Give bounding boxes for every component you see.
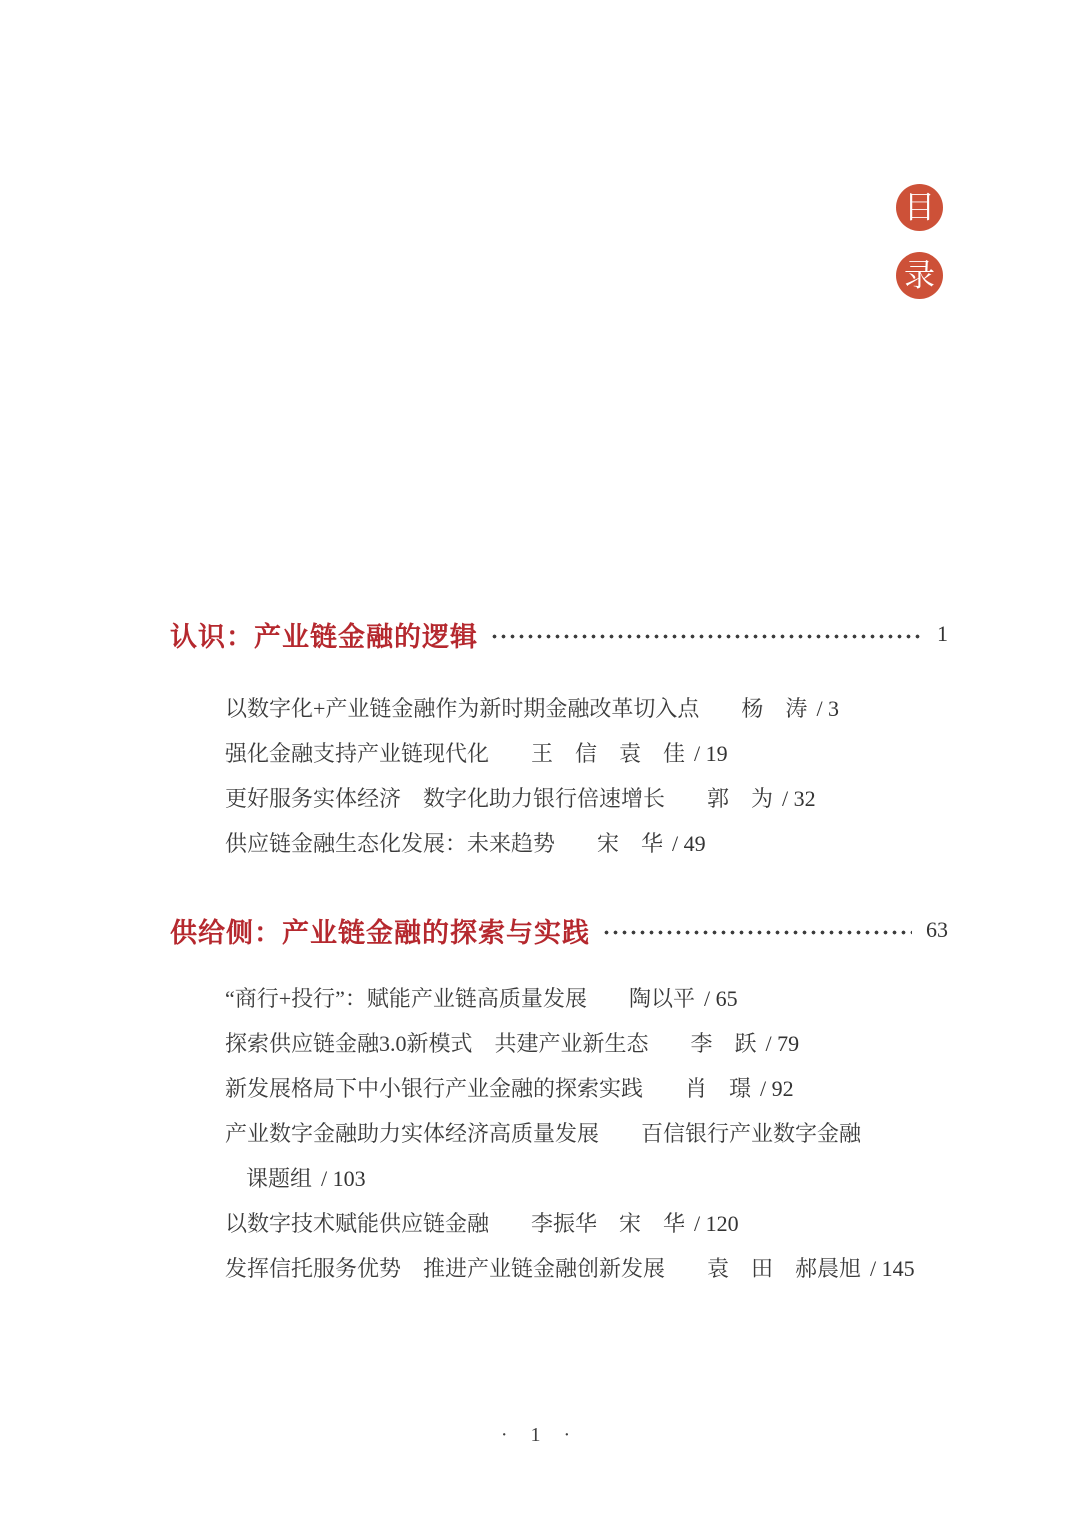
dot-leader [602,908,912,952]
entry-title: 产业数字金融助力实体经济高质量发展 [225,1121,600,1146]
entry-page-number: / 120 [694,1211,739,1236]
entry-title: 新发展格局下中小银行产业金融的探索实践 [225,1076,644,1101]
toc-entry [225,1201,948,1246]
toc-entry [225,1111,948,1156]
entry-page-number: / 65 [703,986,738,1011]
entry-page-number: / 103 [321,1166,366,1191]
toc-badge [896,184,943,299]
toc-entry-continuation [225,1156,948,1201]
entry-page-number: / 19 [694,741,728,766]
section-1-title: 认识：产业链金融的逻辑 [170,621,478,652]
entry-authors: 郭 为 [707,786,774,811]
entry-authors: 陶以平 [628,986,695,1011]
toc-entry [225,821,948,866]
badge-circle-lu [896,252,943,299]
entry-authors: 宋 华 [597,831,664,856]
badge-char-lu: 录 [904,258,935,293]
folio-page-number: · 1 · [500,1424,580,1446]
entry-authors: 李 跃 [690,1031,757,1056]
entry-page-number: / 49 [672,831,706,856]
dot-leader [490,612,923,656]
entry-title: 探索供应链金融3.0新模式 共建产业新生态 [225,1031,649,1056]
entry-title: 更好服务实体经济 数字化助力银行倍速增长 [225,786,666,811]
section-1-heading [170,612,948,656]
toc-content [170,612,948,1291]
entry-authors: 杨 涛 [741,696,808,721]
section-2-title: 供给侧：产业链金融的探索与实践 [170,917,590,948]
toc-entry [225,686,948,731]
entry-authors: 王 信 袁 佳 [531,741,686,766]
entry-title: 供应链金融生态化发展：未来趋势 [225,831,556,856]
entry-authors: 袁 田 郝晨旭 [707,1256,862,1281]
entry-title: “商行+投行”：赋能产业链高质量发展 [225,986,587,1011]
section-1-page-number: 1 [937,621,948,646]
toc-entry [225,976,948,1021]
entry-page-number: / 79 [765,1031,800,1056]
badge-char-mu: 目 [904,190,935,225]
section-2-entry-list [170,976,948,1291]
toc-entry [225,1021,948,1066]
badge-circle-mu [896,184,943,231]
section-2-page-number: 63 [926,917,948,942]
section-1-entry-list [170,686,948,866]
entry-authors: 肖 璟 [685,1076,752,1101]
entry-authors: 百信银行产业数字金融 [641,1121,862,1146]
section-2-heading [170,908,948,952]
entry-page-number: / 92 [760,1076,794,1101]
entry-authors: 李振华 宋 华 [531,1211,686,1236]
entry-authors-continued: 课题组 [246,1166,313,1191]
entry-page-number: / 145 [870,1256,915,1281]
entry-title: 以数字技术赋能供应链金融 [225,1211,490,1236]
toc-entry [225,776,948,821]
toc-entry [225,1246,948,1291]
entry-title: 以数字化+产业链金融作为新时期金融改革切入点 [225,696,700,721]
entry-title: 发挥信托服务优势 推进产业链金融创新发展 [225,1256,666,1281]
toc-entry [225,731,948,776]
entry-page-number: / 3 [816,696,840,721]
entry-page-number: / 32 [782,786,816,811]
toc-entry [225,1066,948,1111]
entry-title: 强化金融支持产业链现代化 [225,741,490,766]
